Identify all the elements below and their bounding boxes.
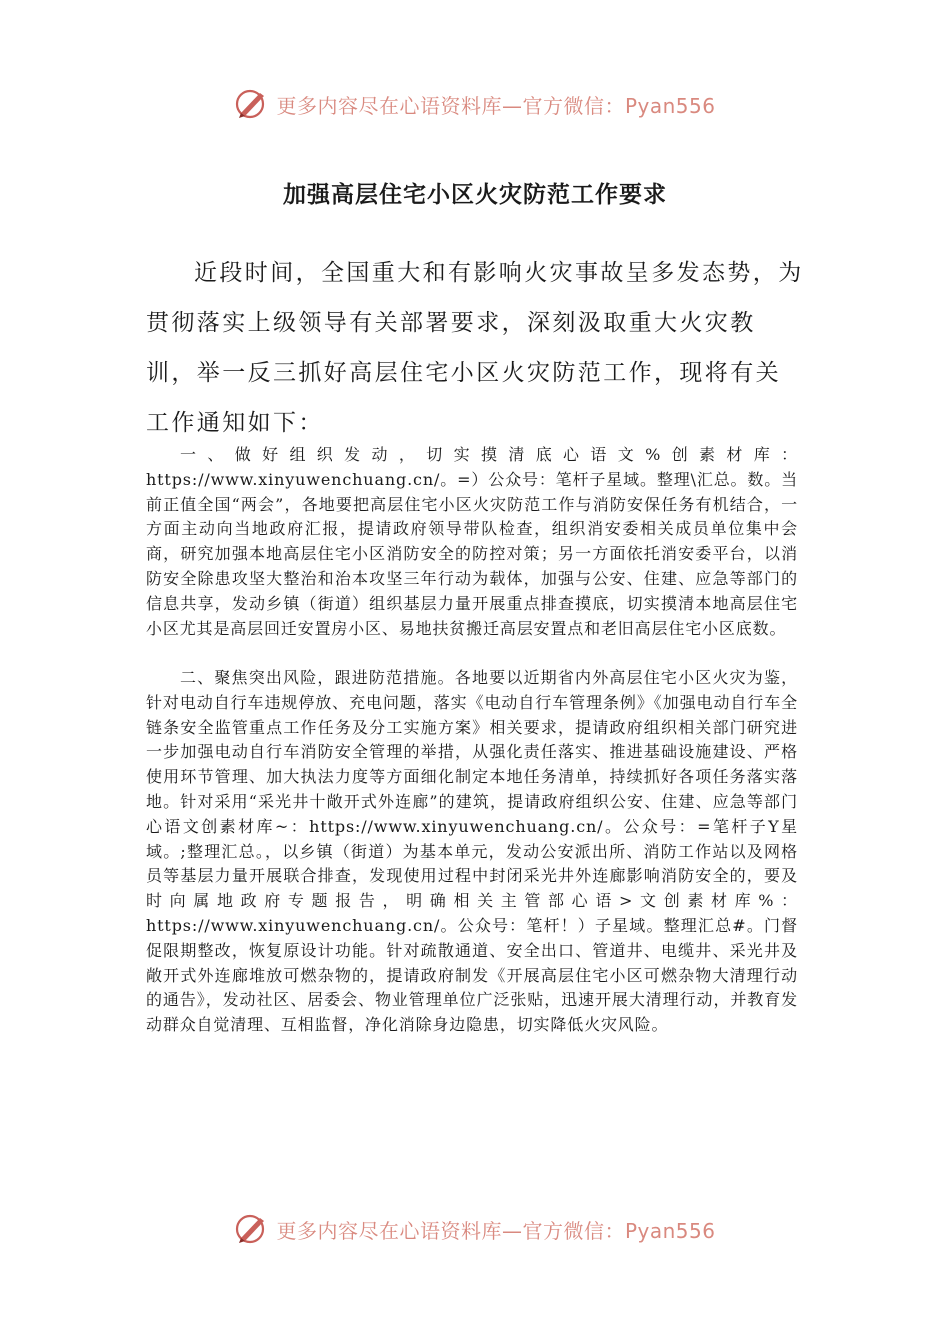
document-title: 加强高层住宅小区火灾防范工作要求 [283, 181, 667, 208]
body-paragraph-1: 一、做好组织发动，切实摸清底心语文%创素材库：https://www.xinyuwenchuang.cn/。=）公众号：笔杆子星域。整理\汇总。数。当前正值全国“两会”，各地要把高层住宅小区火灾防范工作与消防安保任务有机结合，一方面主动向当地政府汇报，提请政府领导带队检查，组织消安委相关成员单位集中会商，研究加强本地高层住宅小区消防安全的防控对策；另一方面依托消安委平台，以消防安全除患攻坚大整治和治本攻坚三年行动为载体，加强与公安、住建、应急等部门的信息共享，发动乡镇（街道）组织基层力量开展重点排查摸底，切实摸清本地高层住宅小区尤其是高层回迁安置房小区、易地扶贫搬迁高层安置点和老旧高层住宅小区底数。 [146, 445, 798, 638]
body-paragraph-2: 二、聚焦突出风险，跟进防范措施。各地要以近期省内外高层住宅小区火灾为鉴，针对电动自行车违规停放、充电问题，落实《电动自行车管理条例》《加强电动自行车全链条安全监管重点工作任务及分工实施方案》相关要求，提请政府组织相关部门研究进一步加强电动自行车消防安全管理的举措，从强化责任落实、推进基础设施建设、严格使用环节管理、加大执法力度等方面细化制定本地任务清单，持续抓好各项任务落实落地。针对采用“采光井十敞开式外连廊”的建筑，提请政府组织公安、住建、应急等部门心语文创素材库~：https://www.xinyuwenchuang.cn/。公众号：=笔杆子Y星域。;整理汇总。，以乡镇（街道）为基本单元，发动公安派出所、消防工作站以及网格员等基层力量开展联合排查，发现使用过程中封闭采光井外连廊影响消防安全的，要及时向属地政府专题报告，明确相关主管部心语>文创素材库%：https://www.xinyuwenchuang.cn/。公众号：笔杆！）子星域。整理汇总#。门督促限期整改，恢复原设计功能。针对疏散通道、安全出口、管道井、电缆井、采光井及敞开式外连廊堆放可燃杂物的，提请政府制发《开展高层住宅小区可燃杂物大清理行动的通告》，发动社区、居委会、物业管理单位广泛张贴，迅速开展大清理行动，并教育发动群众自觉清理、互相监督，净化消除身边隐患，切实降低火灾风险。 [146, 668, 798, 1035]
watermark-text: 更多内容尽在心语资料库—官方微信：Pyan556 [276, 1218, 716, 1243]
pen-circle-logo-icon [234, 87, 270, 121]
header-watermark-banner [0, 84, 950, 124]
pen-circle-logo-icon [234, 1212, 270, 1246]
intro-paragraph: 近段时间，全国重大和有影响火灾事故呈多发态势，为贯彻落实上级领导有关部署要求，深刻汲取重大火灾教训，举一反三抓好高层住宅小区火灾防范工作，现将有关工作通知如下： [146, 260, 804, 436]
watermark-text: 更多内容尽在心语资料库—官方微信：Pyan556 [276, 93, 716, 118]
footer-watermark-banner [0, 1209, 950, 1249]
